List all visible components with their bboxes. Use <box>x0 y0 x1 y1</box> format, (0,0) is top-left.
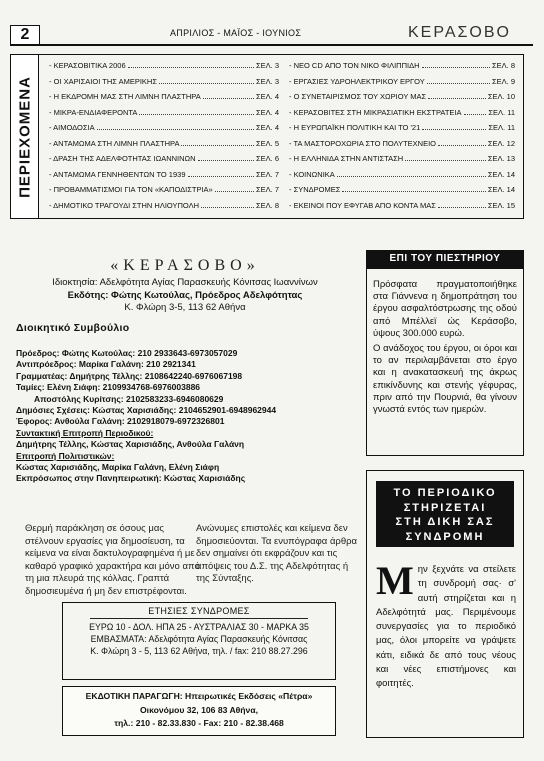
contents-entry <box>289 201 515 217</box>
masthead-publisher: Εκδότης: Φώτης Κωτούλας, Πρόεδρος Αδελφότητας <box>67 290 303 301</box>
contents-entry-page: ΣΕΛ. 12 <box>487 138 515 148</box>
contents-entry <box>49 92 279 108</box>
contents-entry-page: ΣΕΛ. 11 <box>488 123 515 132</box>
production-phones: τηλ.: 210 - 82.33.830 - Fax: 210 - 82.38.468 <box>114 718 284 728</box>
support-text: ην ξεχνάτε να στείλετε τη συνδρομή σας· σ' αυτή στηρίζεται και η Αδελφότητά μας. Περιμένουμε συνεργασίες για το περιοδικό μας, όλοι μπορείτε να γράψετε κάτι, ειδικά δε από τους νέους και νέες επιστήμονες και φοιτητές. <box>376 564 516 690</box>
contents-entry <box>289 185 515 201</box>
page-number: 2 <box>10 25 40 45</box>
contents-entry <box>289 92 515 108</box>
contents-entry <box>289 61 515 77</box>
contents-entry-page: ΣΕΛ. 14 <box>487 185 515 194</box>
contents-entry-page: ΣΕΛ. 14 <box>487 169 515 179</box>
contents-entry-title: - ΤΑ ΜΑΣΤΟΡΟΧΩΡΙΑ ΣΤΟ ΠΟΛΥΤΕΧΝΕΙΟ <box>289 138 437 148</box>
dot-leader <box>128 62 254 68</box>
dot-leader <box>181 140 254 146</box>
contents-entry-title: - ΜΙΚΡΑ-ΕΝΔΙΑΦΕΡΟΝΤΑ <box>49 107 138 117</box>
dot-leader <box>438 140 486 146</box>
dot-leader <box>405 155 486 161</box>
dot-leader <box>342 186 485 192</box>
contents-entry <box>49 139 279 155</box>
masthead-title: «ΚΕΡΑΣΟΒΟ» <box>110 257 260 274</box>
support-heading-line: ΣΤΗΡΙΖΕΤΑΙ <box>403 501 487 514</box>
dot-leader <box>198 155 254 161</box>
contents-entry-title: - Ο ΣΥΝΕΤΑΙΡΙΣΜΟΣ ΤΟΥ ΧΩΡΙΟΥ ΜΑΣ <box>289 92 427 101</box>
press-heading: ΕΠΙ ΤΟΥ ΠΙΕΣΤΗΡΙΟΥ <box>366 250 524 268</box>
board-line: Επιτροπή Πολιτιστικών: <box>16 450 115 461</box>
contents-entry-page: ΣΕΛ. 5 <box>256 138 279 148</box>
dot-leader <box>428 93 486 99</box>
board-line: Δημόσιες Σχέσεις: Κώστας Χαρισιάδης: 2104652901-6948962944 <box>16 405 277 416</box>
dot-leader <box>422 62 490 68</box>
contents-entry-page: ΣΕΛ. 3 <box>256 76 279 86</box>
press-paragraph-1: Πρόσφατα πραγματοποιήθηκε στα Γιάννενα η δημοπράτηση του έργου ασφαλτόστρωσης της οδού από Μπέλλεϊ ώς Κεράσοβο, ύψους 300.000 ευρώ. <box>373 279 517 339</box>
contents-entry-page: ΣΕΛ. 8 <box>256 200 279 210</box>
board-line: Συντακτική Επιτροπή Περιοδικού: <box>16 427 154 438</box>
issue-months: ΑΠΡΙΛΙΟΣ - ΜΑΪΟΣ - ΙΟΥΝΙΟΣ <box>170 28 302 38</box>
header-rule <box>10 44 533 46</box>
submission-note: Θερμή παράκληση σε όσους μας στέλνουν εργασίες για δημοσίευση, τα κείμενα να είναι δακτυλογραφημένα ή με καθαρό γραφικό χαρακτήρα και μόνο από τη μια πλευρά της κόλλας. Γραπτά δημοσιευμένα ή μη δεν επιστρέφονται. <box>25 523 200 597</box>
board-line: Ταμίες: Ελένη Σιάφη: 2109934768-6976003886 <box>16 382 201 393</box>
contents-entry-page: ΣΕΛ. 3 <box>256 61 279 70</box>
masthead <box>40 257 330 313</box>
disclaimer-note: Ανώνυμες επιστολές και κείμενα δεν δημοσιεύονται. Τα ενυπόγραφα άρθρα δεν σημαίνει ότι εκφράζουν και τις απόψεις του Δ.Σ. της Αδελφότητας ή της Σύνταξης. <box>196 523 358 585</box>
dot-leader <box>188 171 255 177</box>
support-heading-line: ΣΤΗ ΔΙΚΗ ΣΑΣ <box>395 516 495 528</box>
board-heading: Διοικητικό Συμβούλιο <box>16 322 130 334</box>
contents-entry <box>49 61 279 77</box>
board-line: Αντιπρόεδρος: Μαρίκα Γαλάνη: 210 2921341 <box>16 359 196 370</box>
contents-entry <box>289 170 515 186</box>
contents-right-column <box>289 61 515 216</box>
magazine-name: ΚΕΡΑΣΟΒΟ <box>408 24 511 41</box>
board-line: Δημήτρης Τέλλης, Κώστας Χαρισιάδης, Ανθούλα Γαλάνη <box>16 439 245 450</box>
contents-entry-title: - ΑΝΤΑΜΩΜΑ ΣΤΗ ΛΙΜΝΗ ΠΛΑΣΤΗΡΑ <box>49 138 180 148</box>
contents-entry-page: ΣΕΛ. 10 <box>487 92 515 101</box>
subscriptions-heading: ΕΤΗΣΙΕΣ ΣΥΝΔΡΟΜΕΣ <box>148 606 250 616</box>
support-heading-line: ΣΥΝΔΡΟΜΗ <box>405 530 485 543</box>
dot-leader <box>201 202 254 208</box>
dot-leader <box>215 186 254 192</box>
contents-entry-title: - ΚΟΙΝΩΝΙΚΑ <box>289 169 335 179</box>
contents-entry-title: - ΚΕΡΑΣΟΒΙΤΙΚΑ 2006 <box>49 61 126 70</box>
support-heading-line: ΤΟ ΠΕΡΙΟΔΙΚΟ <box>393 487 497 499</box>
support-body <box>376 558 516 692</box>
contents-entry-title: - ΕΚΕΙΝΟΙ ΠΟΥ ΕΦΥΓΑΒ ΑΠΟ ΚΟΝΤΑ ΜΑΣ <box>289 200 436 210</box>
dot-leader <box>422 124 486 130</box>
subscriptions-remittance: ΕΜΒΑΣΜΑΤΑ: Αδελφότητα Αγίας Παρασκευής Κόνιτσας <box>90 634 308 644</box>
dot-leader <box>159 78 254 84</box>
press-paragraph-2: Ο ανάδοχος του έργου, οι όροι και το αν περιλαμβάνεται στο έργο και η ανακατασκευή της άκρως επικίνδυνης και στενής γέφυρας, πριν από την Πουρνιά, θα γίνουν γνωστά εντός των ημερών. <box>373 343 517 416</box>
contents-entry <box>49 108 279 124</box>
dot-leader <box>203 93 254 99</box>
contents-entry-title: - NEO CD ΑΠΟ ΤΟΝ ΝΙΚΟ ΦΙΛΙΠΠΙΔΗ <box>289 61 420 70</box>
contents-entry-title: - ΕΡΓΑΣΙΕΣ ΥΔΡΟΗΛΕΚΤΡΙΚΟΥ ΕΡΓΟΥ <box>289 76 425 86</box>
contents-entry-title: - ΑΝΤΑΜΩΜΑ ΓΕΝΝΗΘΕΝΤΩΝ ΤΟ 1939 <box>49 169 186 179</box>
board-line: Γραμματέας: Δημήτρης Τέλλης: 2108642240-6976067198 <box>16 370 243 381</box>
contents-entry-page: ΣΕΛ. 7 <box>256 169 279 179</box>
subscriptions-prices: ΕΥΡΩ 10 - ΔΟΛ. ΗΠΑ 25 - ΑΥΣΤΡΑΛΙΑΣ 30 - ΜΑΡΚΑ 35 <box>89 622 309 632</box>
production-address: Οικονόμου 32, 106 83 Αθήνα, <box>140 704 258 715</box>
support-heading <box>376 481 514 547</box>
contents-entry-title: - ΑΙΜΟΔΟΣΙΑ <box>49 123 95 132</box>
subscriptions-box <box>62 602 336 680</box>
contents-entry-title: - Η ΕΛΛΗΝΙΔΑ ΣΤΗΝ ΑΝΤΙΣΤΑΣΗ <box>289 154 404 163</box>
support-box <box>366 470 524 738</box>
masthead-ownership: Ιδιοκτησία: Αδελφότητα Αγίας Παρασκευής Κόνιτσας Ιωαννίνων <box>52 277 318 288</box>
contents-entry-page: ΣΕΛ. 13 <box>487 154 515 163</box>
contents-entry <box>289 123 515 139</box>
contents-entry-page: ΣΕΛ. 8 <box>492 61 515 70</box>
contents-entry-page: ΣΕΛ. 9 <box>492 76 515 86</box>
production-box <box>62 686 336 736</box>
masthead-address: Κ. Φλώρη 3-5, 113 62 Αθήνα <box>124 302 246 313</box>
contents-entry-page: ΣΕΛ. 4 <box>256 107 279 117</box>
contents-entry-page: ΣΕΛ. 4 <box>256 123 279 132</box>
contents-box <box>10 54 524 219</box>
contents-entry-page: ΣΕΛ. 7 <box>256 185 279 194</box>
contents-entry <box>49 170 279 186</box>
dot-leader <box>438 202 486 208</box>
contents-entry-page: ΣΕΛ. 4 <box>256 92 279 101</box>
contents-entry-title: - ΟΙ ΧΑΡΙΣΑΙΟΙ ΤΗΣ ΑΜΕΡΙΚΗΣ <box>49 76 157 86</box>
board-line: Έφορος: Ανθούλα Γαλάνη: 2102918079-6972326801 <box>16 416 225 427</box>
contents-entry-title: - ΣΥΝΔΡΟΜΕΣ <box>289 185 341 194</box>
subscriptions-rule <box>90 618 308 619</box>
drop-cap: Μ <box>376 558 414 603</box>
board-line: Κώστας Χαρισιάδης, Μαρίκα Γαλάνη, Ελένη Σιάφη <box>16 462 220 473</box>
contents-entry <box>289 154 515 170</box>
contents-entry-title: - ΚΕΡΑΣΟΒΙΤΕΣ ΣΤΗ ΜΙΚΡΑΣΙΑΤΙΚΗ ΕΚΣΤΡΑΤΕΙΑ <box>289 107 462 117</box>
production-publisher: ΕΚΔΟΤΙΚΗ ΠΑΡΑΓΩΓΗ: Ηπειρωτικές Εκδόσεις «Πέτρα» <box>85 691 313 701</box>
contents-left-column <box>49 61 279 216</box>
dot-leader <box>464 109 487 115</box>
board-members <box>16 348 336 485</box>
contents-entry <box>49 77 279 93</box>
contents-entry <box>289 77 515 93</box>
contents-entry-title: - Η ΕΚΔΡΟΜΗ ΜΑΣ ΣΤΗ ΛΙΜΝΗ ΠΛΑΣΤΗΡΑ <box>49 92 201 101</box>
board-line: Αποστόλης Κυρίτσης: 2102583233-6946080629 <box>34 393 224 404</box>
contents-entry <box>289 139 515 155</box>
contents-entry-title: - ΔΗΜΟΤΙΚΟ ΤΡΑΓΟΥΔΙ ΣΤΗΝ ΗΛΙΟΥΠΟΛΗ <box>49 200 200 210</box>
contents-label: ΠΕΡΙΕΧΟΜΕΝΑ <box>16 75 33 198</box>
contents-entry <box>49 154 279 170</box>
dot-leader <box>427 78 490 84</box>
contents-side-label <box>11 55 39 218</box>
board-line: Εκπρόσωπος στην Πανηπειρωτική: Κώστας Χαρισιάδης <box>16 473 246 484</box>
contents-entry-title: - ΔΡΑΣΗ ΤΗΣ ΑΔΕΛΦΟΤΗΤΑΣ ΙΩΑΝΝΙΝΩΝ <box>49 154 196 163</box>
contents-entry-title: - ΠΡΟΒΑΜΜΑΤΙΣΜΟΙ ΓΙΑ ΤΟΝ «ΚΑΠΟΔΙΣΤΡΙΑ» <box>49 185 213 194</box>
contents-entry-page: ΣΕΛ. 15 <box>487 200 515 210</box>
page-header <box>0 0 544 46</box>
subscriptions-address: Κ. Φλώρη 3 - 5, 113 62 Αθήνα, τηλ. / fax: 210 88.27.296 <box>90 646 308 656</box>
contents-entry <box>49 201 279 217</box>
dot-leader <box>139 109 254 115</box>
contents-entry-page: ΣΕΛ. 6 <box>256 154 279 163</box>
contents-entry-title: - Η ΕΥΡΩΠΑΪΚΗ ΠΟΛΙΤΙΚΗ ΚΑΙ ΤΟ '21 <box>289 123 421 132</box>
dot-leader <box>337 171 486 177</box>
contents-entry <box>49 185 279 201</box>
contents-entry-page: ΣΕΛ. 11 <box>488 107 515 117</box>
dot-leader <box>97 124 254 130</box>
board-line: Πρόεδρος: Φώτης Κωτούλας: 210 2933643-6973057029 <box>16 348 238 358</box>
press-box <box>366 268 524 456</box>
contents-entry <box>49 123 279 139</box>
contents-entry <box>289 108 515 124</box>
